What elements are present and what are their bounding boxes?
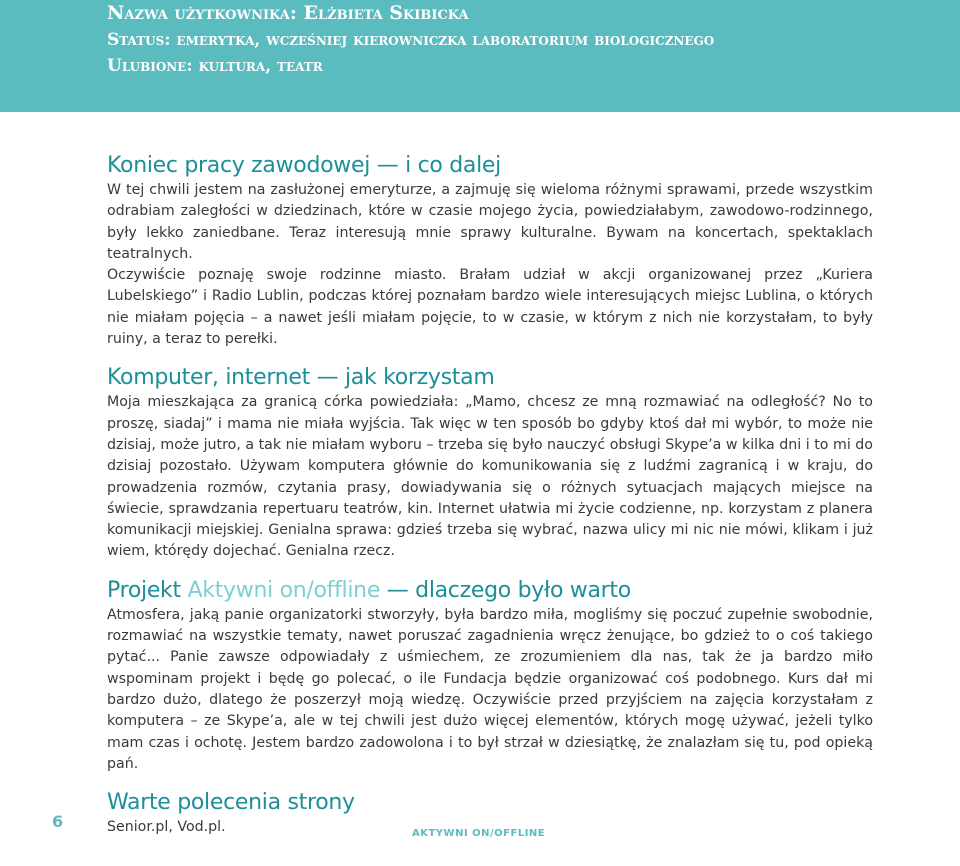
section-computer-internet: [107, 364, 873, 562]
project-name: Aktywni on/offline: [187, 577, 381, 603]
favorites-line: Ulubione: kultura, teatr: [107, 56, 323, 76]
paragraph: W tej chwili jestem na zasłużonej emeryturze, a zajmuję się wieloma różnymi sprawami, przede wszystkim odrabiam zaległości w dziedzinach, które w czasie mojego życia, powiedziałabym, zawodowo-rodzinnego, były lekko zaniedbane. Teraz interesują mnie sprawy kulturalne. Bywam na koncertach, spektaklach teatralnych.: [107, 182, 873, 262]
paragraph: Atmosfera, jaką panie organizatorki stworzyły, była bardzo miła, mogliśmy się poczuć zupełnie swobodnie, rozmawiać na wszystkie tematy, nawet poruszać zagadnienia wręcz żenujące, bo gdzież to o coś takiego pytać... Panie zawsze odpowiadały z uśmiechem, ze zrozumieniem dla nas, tak że ja bardzo miło wspominam projekt i będę go polecać, o ile Fundacja będzie organizować coś podobnego. Kurs dał mi bardzo dużo, dlatego że poszerzył moją wiedzę. Oczywiście przed przyjściem na zajęcia korzystałam z komputera – ze Skype’a, ale w tej chwili jest dużo więcej elementów, których mogę używać, jeżeli tylko mam czas i ochotę. Jestem bardzo zadowolona i to był strzał w dziesiątkę, że znalazłam się tu, pod opieką pań.: [107, 606, 873, 772]
section-retirement: [107, 152, 873, 350]
page-number: 6: [52, 812, 64, 831]
project-logo: AKTYWNI ON/OFFLINE: [412, 828, 546, 839]
section-title-computer: Komputer, internet — jak korzystam: [107, 365, 495, 391]
paragraph: Senior.pl, Vod.pl.: [107, 819, 226, 836]
article-body: [107, 152, 873, 838]
paragraph: Moja mieszkająca za granicą córka powiedziała: „Mamo, chcesz ze mną rozmawiać na odległość? No to proszę, siadaj” i mama nie miała wyjścia. Tak więc w ten sposób bo gdyby ktoś dał mi wybór, to może nie dzisiaj, może jutro, a tak nie miałam wyboru – trzeba się było nauczyć obsługi Skype’a w kilka dni i to mi do dzisiaj pozostało. Używam komputera głównie do komunikowania się z ludźmi zagranicą i w kraju, do prowadzenia rozmów, czytania prasy, dowiadywania się o różnych sytuacjach mających miejsce na świecie, sprawdzania repertuaru teatrów, kin. Internet ułatwia mi życie codzienne, np. korzystam z planera komunikacji miejskiej. Genialna sprawa: gdzieś trzeba się wybrać, nazwa ulicy mi nic nie mówi, klikam i już wiem, którędy dojechać. Genialna rzecz.: [107, 394, 873, 560]
section-title-retirement: Koniec pracy zawodowej — i co dalej: [107, 153, 501, 178]
paragraph: Oczywiście poznaję swoje rodzinne miasto. Brałam udział w akcji organizowanej przez „Kuriera Lubelskiego” i Radio Lublin, podczas której poznałam bardzo wiele interesujących miejsc Lublina, o których nie miałam pojęcia – a nawet jeśli miałam pojęcie, to w czasie, w którym z nich nie korzystałam, to były ruiny, a teraz to perełki.: [107, 267, 873, 348]
profile-header: [0, 0, 960, 112]
username-line: Nazwa użytkownika: Elżbieta Skibicka: [107, 2, 469, 24]
section-project: [107, 577, 873, 775]
title-part: — dlaczego było warto: [380, 577, 631, 603]
title-part: Projekt: [107, 577, 188, 603]
status-line: Status: emerytka, wcześniej kierowniczka laboratorium biologicznego: [107, 30, 715, 50]
section-title-project: [107, 577, 873, 605]
section-title-recommended: Warte polecenia strony: [107, 790, 355, 816]
